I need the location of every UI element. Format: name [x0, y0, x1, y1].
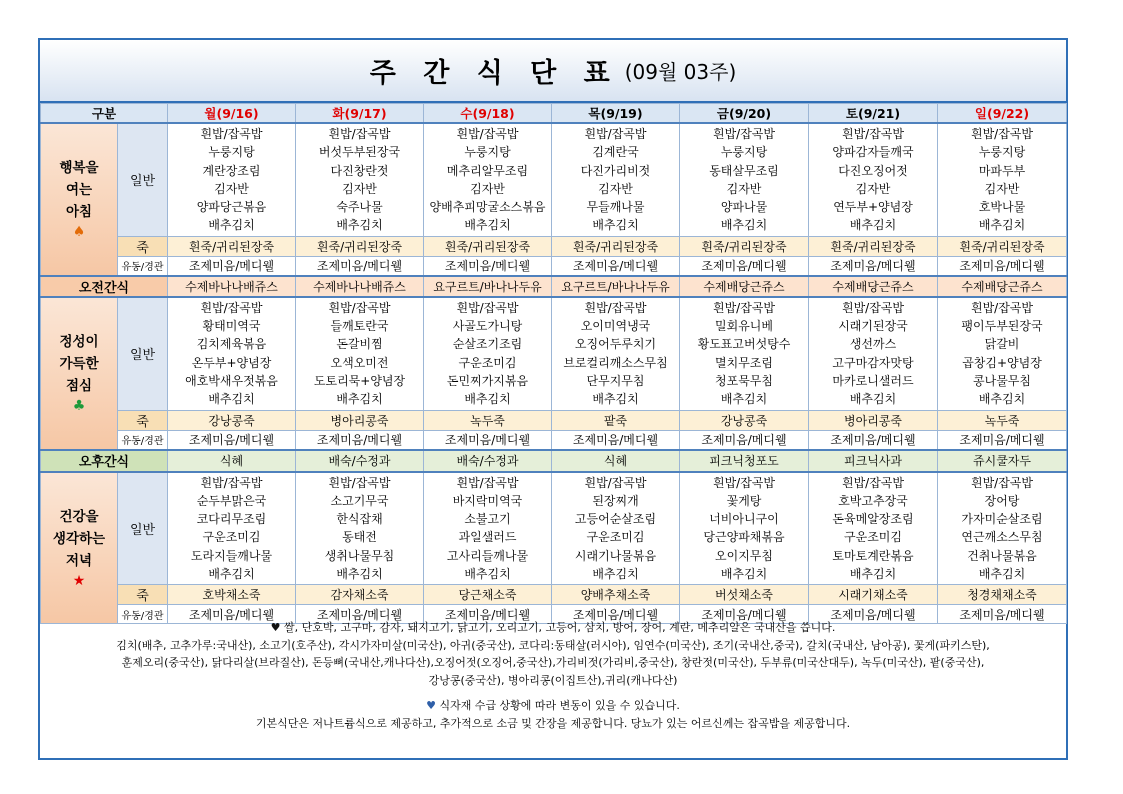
lunch-porridge-fri: 강낭콩죽: [680, 410, 809, 430]
menu-item: 흰밥/잡곡밥: [712, 127, 775, 141]
menu-item: 김계란국: [592, 145, 639, 160]
menu-item: 애호박새우젓볶음: [185, 373, 278, 388]
day-header-tue: 화(9/17): [296, 104, 424, 124]
menu-item: 흰밥/잡곡밥: [456, 475, 519, 490]
menu-item: 배추김치: [720, 218, 768, 233]
lunch-porridge-sat: 병아리콩죽: [809, 410, 938, 430]
liquid-label: 유동/경관: [118, 430, 168, 450]
menu-item: 팽이두부된장국: [961, 319, 1043, 334]
dinner-menu-wed: [424, 472, 552, 585]
breakfast-porridge-wed: 흰죽/귀리된장죽: [424, 236, 552, 256]
menu-item: 배추김치: [464, 392, 511, 407]
breakfast-menu-wed: [424, 123, 552, 236]
day-header-sat: 토(9/21): [809, 104, 938, 124]
menu-item: 흰밥/잡곡밥: [328, 300, 391, 315]
menu-item: 생선까스: [849, 337, 897, 352]
pm_snack-thu: 식혜: [552, 450, 680, 472]
menu-item: 오색오미전: [330, 355, 389, 370]
lunch-liquid-fri: 조제미음/메디웰: [680, 430, 809, 450]
am_snack-sat: 수제배당근쥬스: [809, 276, 938, 297]
breakfast-porridge-tue: 흰죽/귀리된장죽: [296, 236, 424, 256]
breakfast-porridge-sun: 흰죽/귀리된장죽: [938, 236, 1067, 256]
menu-item: 오징어두루치기: [574, 337, 657, 352]
dinner-menu-mon: [168, 472, 296, 585]
menu-item: 마파두부: [978, 163, 1026, 178]
breakfast-porridge-sat: 흰죽/귀리된장죽: [809, 236, 938, 256]
menu-item: 누룽지탕: [978, 145, 1026, 160]
base-note: 기본식단은 저나트륨식으로 제공하고, 추가적으로 소금 및 간장을 제공합니다. 당뇨가 있는 어르신께는 잡곡밥을 제공합니다.: [255, 716, 851, 730]
lunch-liquid-mon: 조제미음/메디웰: [168, 430, 296, 450]
dinner-title-cell: [41, 472, 118, 624]
menu-item: 김자반: [342, 181, 377, 196]
lunch-title-line: 가득한: [59, 356, 99, 373]
menu-item: 김자반: [726, 181, 762, 196]
menu-item: 닭갈비: [984, 337, 1020, 352]
menu-item: 마카로니샐러드: [832, 373, 914, 388]
menu-item: 건취나물볶음: [967, 548, 1037, 563]
menu-item: 흰밥/잡곡밥: [970, 127, 1033, 141]
lunch-liquid-thu: 조제미음/메디웰: [552, 430, 680, 450]
menu-item: 오이지무침: [715, 548, 773, 563]
dinner-liquid-thu: 조제미음/메디웰: [552, 605, 680, 624]
menu-item: 황도표고버섯탕수: [697, 337, 791, 352]
menu-item: 호박고추장국: [838, 493, 908, 508]
menu-item: 흰밥/잡곡밥: [456, 127, 519, 141]
day-header-wed: 수(9/18): [424, 104, 552, 124]
dinner-liquid-sun: 조제미음/메디웰: [938, 605, 1067, 624]
dinner-porridge-sat: 시래기채소죽: [809, 585, 938, 605]
menu-item: 연두부+양념장: [833, 200, 913, 215]
menu-item: 들깨토란국: [330, 319, 389, 334]
menu-item: 배추김치: [592, 218, 639, 233]
menu-item: 구운조미김: [458, 355, 517, 370]
heart-icon: ♥: [426, 699, 436, 712]
general-label: 일반: [118, 472, 168, 585]
liquid-label: 유동/경관: [118, 605, 168, 624]
menu-item: 구운조미김: [844, 530, 902, 545]
menu-item: 양파당근볶음: [196, 200, 267, 215]
menu-item: 코다리무조림: [196, 512, 267, 527]
menu-item: 구운조미김: [202, 530, 261, 545]
am_snack-mon: 수제바나나배쥬스: [168, 276, 296, 297]
day-header-sun: 일(9/22): [938, 104, 1067, 124]
lunch-liquid-sun: 조제미음/메디웰: [938, 430, 1067, 450]
menu-item: 고사리들깨나물: [446, 548, 529, 563]
menu-item: 흰밥/잡곡밥: [584, 300, 647, 315]
menu-item: 돈육메알장조림: [832, 512, 914, 527]
menu-item: 장어탕: [984, 493, 1020, 508]
menu-item: 곱창김+양념장: [962, 355, 1042, 370]
menu-item: 흰밥/잡곡밥: [841, 300, 904, 315]
breakfast-liquid-fri: 조제미음/메디웰: [680, 256, 809, 276]
breakfast-menu-sun: [938, 123, 1067, 236]
menu-item: 돈민찌가지볶음: [446, 373, 529, 388]
menu-item: 바지락미역국: [452, 493, 523, 508]
week-label: (09월 03주): [624, 60, 737, 84]
menu-item: 양배추피망굴소스볶음: [429, 200, 546, 215]
menu-item: 당근양파채볶음: [703, 530, 785, 545]
menu-item: 시래기된장국: [838, 319, 908, 334]
page-title: 주 간 식 단 표: [369, 58, 619, 89]
menu-item: 배추김치: [592, 567, 639, 582]
menu-item: 흰밥/잡곡밥: [841, 475, 904, 490]
menu-item: 시래기나물볶음: [574, 548, 657, 563]
dinner-menu-sat: [809, 472, 938, 585]
lunch-menu-sat: [809, 297, 938, 410]
breakfast-menu-thu: [552, 123, 680, 236]
breakfast-porridge-thu: 흰죽/귀리된장죽: [552, 236, 680, 256]
porridge-label: 죽: [118, 410, 168, 430]
am_snack-row: [41, 276, 1067, 297]
menu-item: 흰밥/잡곡밥: [970, 300, 1033, 315]
pm_snack-mon: 식혜: [168, 450, 296, 472]
breakfast-liquid-mon: 조제미음/메디웰: [168, 256, 296, 276]
pm_snack-wed: 배숙/수정과: [424, 450, 552, 472]
pm_snack-tue: 배숙/수정과: [296, 450, 424, 472]
change-note: [40, 697, 1066, 715]
menu-item: 고구마감자맛탕: [832, 355, 914, 370]
breakfast-title-line: 여는: [65, 182, 93, 199]
dinner-symbol-icon: ★: [72, 572, 86, 589]
menu-item: 과일샐러드: [458, 530, 517, 545]
menu-item: 멸치무조림: [715, 355, 773, 370]
dinner-menu-sun: [938, 472, 1067, 585]
breakfast-porridge-row: [41, 236, 1067, 256]
day-header-fri: 금(9/20): [680, 104, 809, 124]
lunch-menu-fri: [680, 297, 809, 410]
menu-item: 무들깨나물: [586, 200, 645, 215]
menu-item: 한식잡채: [336, 512, 383, 527]
change-line: 식자재 수급 상황에 따라 변동이 있을 수 있습니다.: [439, 699, 680, 712]
day-header-mon: 월(9/16): [168, 104, 296, 124]
dinner-general-row: [41, 472, 1067, 585]
day-header-thu: 목(9/19): [552, 104, 680, 124]
porridge-label: 죽: [118, 585, 168, 605]
menu-item: 김자반: [214, 181, 249, 196]
origin-note-3: 훈제오리(중국산), 닭다리살(브라질산), 돈등뼈(국내산,캐나다산),오징어젓(오징어,중국산),가리비젓(가리비,중국산), 창란젓(미국산), 두부류(미국산대두), 녹두(미국산), 팥(중국산),: [121, 656, 985, 669]
menu-item: 배추김치: [464, 567, 511, 582]
menu-item: 동태살무조림: [709, 163, 779, 178]
menu-item: 김자반: [470, 181, 505, 196]
menu-item: 황태미역국: [202, 319, 261, 334]
breakfast-general-row: [41, 123, 1067, 236]
menu-item: 콩나물무침: [973, 373, 1031, 388]
lunch-liquid-sat: 조제미음/메디웰: [809, 430, 938, 450]
lunch-porridge-wed: 녹두죽: [424, 410, 552, 430]
menu-item: 소고기무국: [330, 493, 389, 508]
pm_snack-sun: 쥬시쿨자두: [938, 450, 1067, 472]
menu-item: 버섯두부된장국: [318, 145, 401, 160]
menu-item: 흰밥/잡곡밥: [200, 127, 263, 141]
dinner-porridge-row: [41, 585, 1067, 605]
menu-item: 밀회유니베: [715, 319, 773, 334]
menu-item: 고등어순살조림: [574, 512, 657, 527]
menu-item: 흰밥/잡곡밥: [200, 300, 263, 315]
menu-item: 배추김치: [978, 392, 1026, 407]
menu-item: 배추김치: [592, 392, 639, 407]
menu-item: 온두부+양념장: [191, 355, 272, 370]
breakfast-symbol-icon: ♠: [72, 224, 86, 241]
lunch-title-line: 점심: [65, 378, 93, 395]
pm_snack-row: [41, 450, 1067, 472]
am_snack-fri: 수제배당근쥬스: [680, 276, 809, 297]
notes-section: [40, 619, 1066, 732]
menu-item: 누룽지탕: [464, 145, 511, 160]
lunch-menu-sun: [938, 297, 1067, 410]
dinner-title-line: 건강을: [59, 508, 99, 525]
origin-line: 쌀, 단호박, 고구마, 감자, 돼지고기, 닭고기, 오리고기, 고등어, 삼치, 방어, 장어, 계란, 메추리알은 국내산을 씁니다.: [284, 621, 836, 634]
title-bar: [40, 40, 1066, 103]
menu-item: 돈갈비찜: [336, 337, 383, 352]
lunch-liquid-tue: 조제미음/메디웰: [296, 430, 424, 450]
menu-item: 도라지들깨나물: [190, 548, 273, 563]
breakfast-liquid-sat: 조제미음/메디웰: [809, 256, 938, 276]
dinner-title-line: 생각하는: [52, 530, 106, 547]
menu-item: 배추김치: [849, 567, 897, 582]
lunch-menu-tue: [296, 297, 424, 410]
menu-item: 숙주나물: [336, 200, 383, 215]
pm_snack-sat: 피크닉사과: [809, 450, 938, 472]
lunch-porridge-sun: 녹두죽: [938, 410, 1067, 430]
category-header: 구분: [41, 104, 168, 124]
breakfast-menu-mon: [168, 123, 296, 236]
menu-item: 양파나물: [720, 200, 768, 215]
menu-item: 다진창란젓: [330, 163, 389, 178]
menu-item: 누룽지탕: [720, 145, 768, 160]
menu-item: 생취나물무침: [324, 548, 395, 563]
menu-item: 양파감자들깨국: [832, 145, 914, 160]
menu-item: 흰밥/잡곡밥: [712, 300, 775, 315]
menu-item: 배추김치: [978, 567, 1026, 582]
lunch-general-row: [41, 297, 1067, 410]
menu-item: 배추김치: [464, 218, 511, 233]
breakfast-liquid-wed: 조제미음/메디웰: [424, 256, 552, 276]
menu-item: 토마토계란볶음: [832, 548, 914, 563]
menu-item: 순살조기조림: [452, 337, 523, 352]
dinner-liquid-mon: 조제미음/메디웰: [168, 605, 296, 624]
menu-item: 흰밥/잡곡밥: [584, 475, 647, 490]
breakfast-title-cell: [41, 123, 118, 276]
menu-item: 김자반: [855, 181, 891, 196]
menu-item: 배추김치: [978, 218, 1026, 233]
dinner-porridge-fri: 버섯채소죽: [680, 585, 809, 605]
dinner-liquid-tue: 조제미음/메디웰: [296, 605, 424, 624]
menu-item: 김자반: [984, 181, 1020, 196]
am_snack-wed: 요구르트/바나나두유: [424, 276, 552, 297]
dinner-menu-tue: [296, 472, 424, 585]
menu-item: 오이미역냉국: [580, 319, 651, 334]
dinner-liquid-sat: 조제미음/메디웰: [809, 605, 938, 624]
breakfast-menu-sat: [809, 123, 938, 236]
lunch-menu-mon: [168, 297, 296, 410]
menu-item: 배추김치: [208, 567, 255, 582]
menu-item: 도토리묵+양념장: [313, 373, 406, 388]
menu-item: 가자미순살조림: [961, 512, 1043, 527]
header-row: [41, 104, 1067, 124]
menu-item: 다진가리비젓: [580, 163, 651, 178]
menu-item: 계란장조림: [202, 163, 261, 178]
menu-item: 호박나물: [978, 200, 1026, 215]
menu-item: 누룽지탕: [208, 145, 255, 160]
heart-icon: ♥: [270, 621, 281, 634]
lunch-title-cell: [41, 297, 118, 450]
breakfast-porridge-fri: 흰죽/귀리된장죽: [680, 236, 809, 256]
general-label: 일반: [118, 123, 168, 236]
menu-item: 배추김치: [336, 218, 383, 233]
dinner-liquid-fri: 조제미음/메디웰: [680, 605, 809, 624]
lunch-porridge-row: [41, 410, 1067, 430]
menu-item: 연근깨소스무침: [961, 530, 1043, 545]
lunch-menu-wed: [424, 297, 552, 410]
lunch-porridge-mon: 강낭콩죽: [168, 410, 296, 430]
breakfast-liquid-row: [41, 256, 1067, 276]
breakfast-menu-fri: [680, 123, 809, 236]
menu-item: 흰밥/잡곡밥: [584, 127, 647, 141]
menu-item: 동태전: [342, 530, 377, 545]
menu-item: 다진오징어젓: [838, 163, 908, 178]
dinner-porridge-tue: 감자채소죽: [296, 585, 424, 605]
menu-item: 배추김치: [208, 392, 255, 407]
general-label: 일반: [118, 297, 168, 410]
menu-item: 배추김치: [208, 218, 255, 233]
menu-item: 흰밥/잡곡밥: [841, 127, 904, 141]
menu-item: 소불고기: [464, 512, 511, 527]
menu-item: 배추김치: [720, 392, 768, 407]
menu-item: 된장찌개: [592, 493, 639, 508]
am_snack-tue: 수제바나나배쥬스: [296, 276, 424, 297]
menu-item: 사골도가니탕: [452, 319, 523, 334]
menu-item: 배추김치: [849, 392, 897, 407]
origin-note-2: 김치(배추, 고추가루:국내산), 소고기(호주산), 각시가자미살(미국산), 아귀(중국산), 코다리:동태살(러시아), 임연수(미국산), 조기(국내산,중국), 갈치(국내산, 남아공), 꽃게(파키스탄),: [116, 638, 990, 652]
dinner-porridge-mon: 호박채소죽: [168, 585, 296, 605]
pm_snack-fri: 피크닉청포도: [680, 450, 809, 472]
menu-item: 꽃게탕: [726, 493, 762, 508]
menu-item: 구운조미김: [586, 530, 645, 545]
weekly-menu-table: [40, 103, 1067, 624]
menu-item: 너비아니구이: [709, 512, 779, 527]
breakfast-liquid-tue: 조제미음/메디웰: [296, 256, 424, 276]
menu-item: 흰밥/잡곡밥: [328, 127, 391, 141]
menu-item: 배추김치: [849, 218, 897, 233]
menu-item: 배추김치: [336, 392, 383, 407]
menu-item: 김자반: [598, 181, 633, 196]
lunch-symbol-icon: ♣: [72, 398, 86, 415]
lunch-title-line: 정성이: [59, 334, 99, 351]
porridge-label: 죽: [118, 236, 168, 256]
liquid-label: 유동/경관: [118, 256, 168, 276]
dinner-menu-thu: [552, 472, 680, 585]
dinner-porridge-wed: 당근채소죽: [424, 585, 552, 605]
lunch-liquid-row: [41, 430, 1067, 450]
menu-frame: [38, 38, 1068, 760]
menu-item: 배추김치: [336, 567, 383, 582]
dinner-title-line: 저녁: [65, 552, 93, 569]
pm_snack-label: 오후간식: [41, 450, 168, 472]
menu-item: 흰밥/잡곡밥: [200, 475, 263, 490]
origin-note-4: 강낭콩(중국산), 병아리콩(이집트산),귀리(캐나다산): [428, 673, 678, 687]
am_snack-thu: 요구르트/바나나두유: [552, 276, 680, 297]
lunch-menu-thu: [552, 297, 680, 410]
breakfast-liquid-sun: 조제미음/메디웰: [938, 256, 1067, 276]
origin-note-1: [40, 619, 1066, 637]
lunch-liquid-wed: 조제미음/메디웰: [424, 430, 552, 450]
breakfast-menu-tue: [296, 123, 424, 236]
dinner-liquid-wed: 조제미음/메디웰: [424, 605, 552, 624]
am_snack-label: 오전간식: [41, 276, 168, 297]
menu-item: 브로컬리깨소스무침: [563, 355, 668, 370]
menu-item: 흰밥/잡곡밥: [970, 475, 1033, 490]
breakfast-porridge-mon: 흰죽/귀리된장죽: [168, 236, 296, 256]
menu-item: 흰밥/잡곡밥: [456, 300, 519, 315]
breakfast-title-line: 아침: [65, 204, 93, 221]
menu-item: 단무지무침: [586, 373, 645, 388]
menu-item: 순두부맑은국: [196, 493, 267, 508]
menu-item: 메추리알무조림: [446, 163, 529, 178]
breakfast-liquid-thu: 조제미음/메디웰: [552, 256, 680, 276]
menu-item: 청포묵무침: [715, 373, 773, 388]
dinner-porridge-thu: 양배추채소죽: [552, 585, 680, 605]
menu-item: 김치제육볶음: [196, 337, 267, 352]
am_snack-sun: 수제배당근쥬스: [938, 276, 1067, 297]
menu-item: 흰밥/잡곡밥: [328, 475, 391, 490]
breakfast-title-line: 행복을: [59, 160, 99, 177]
menu-item: 흰밥/잡곡밥: [712, 475, 775, 490]
dinner-menu-fri: [680, 472, 809, 585]
lunch-porridge-tue: 병아리콩죽: [296, 410, 424, 430]
lunch-porridge-thu: 팥죽: [552, 410, 680, 430]
menu-item: 배추김치: [720, 567, 768, 582]
dinner-porridge-sun: 청경채채소죽: [938, 585, 1067, 605]
